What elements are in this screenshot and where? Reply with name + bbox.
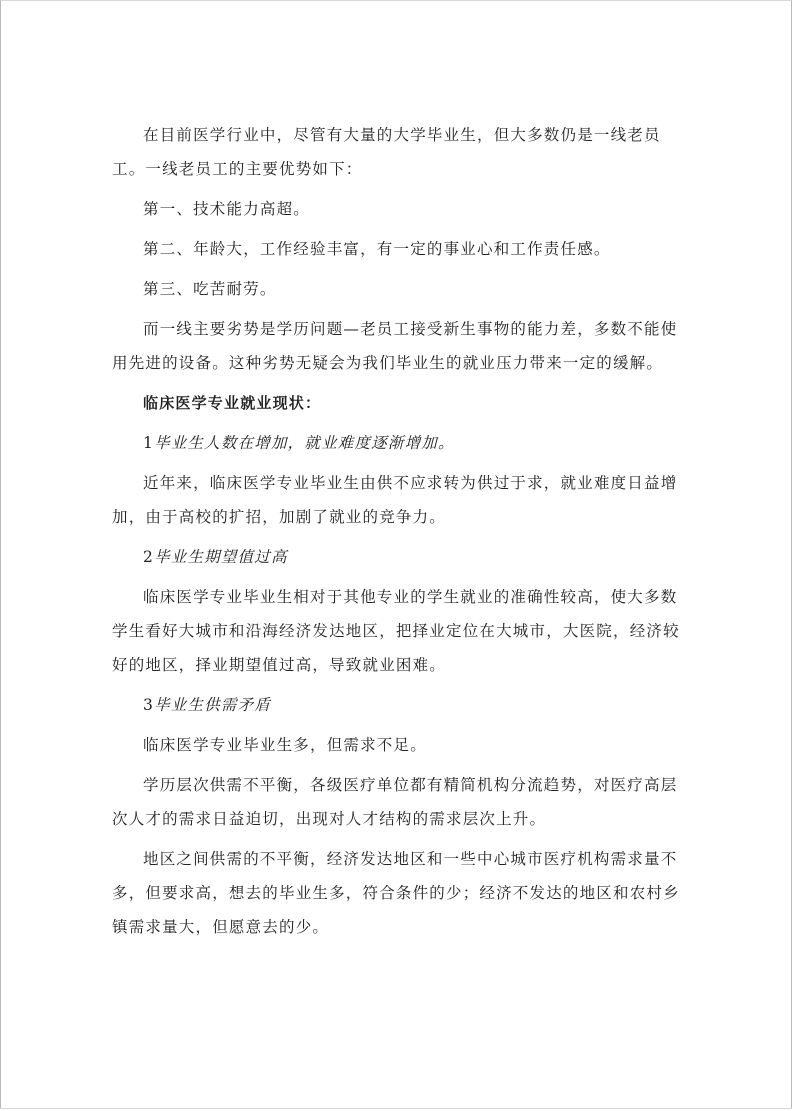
advantage-2: 第二、年龄大，工作经验丰富，有一定的事业心和工作责任感。 [143,240,611,258]
item-1-heading [112,426,686,460]
item-3-body-3: 地区之间供需的不平衡，经济发达地区和一些中心城市医疗机构需求量不多，但要求高，想去的毕业生多，符合条件的少；经济不发达的地区和农村乡镇需求量大，但愿意去的少。 [112,850,680,936]
document-body [112,118,686,944]
item-3-heading [112,688,686,722]
disadvantage-paragraph: 而一线主要劣势是学历问题—老员工接受新生事物的能力差，多数不能使用先进的设备。这种劣势无疑会为我们毕业生的就业压力带来一定的缓解。 [112,320,678,372]
item-2-heading [112,540,686,574]
item-2-body: 临床医学专业毕业生相对于其他专业的学生就业的准确性较高，使大多数学生看好大城市和沿海经济发达地区，把择业定位在大城市，大医院，经济较好的地区，择业期望值过高，导致就业困难。 [112,588,680,674]
item-3-body-1: 临床医学专业毕业生多，但需求不足。 [143,736,427,754]
item-3-title: 毕业生供需矛盾 [154,696,271,714]
intro-paragraph: 在目前医学行业中，尽管有大量的大学毕业生，但大多数仍是一线老员工。一线老员工的主要优势如下： [112,126,661,178]
item-3-number: 3 [143,696,155,714]
item-1-title: 毕业生人数在增加，就业难度逐渐增加。 [154,434,455,452]
item-2-title: 毕业生期望值过高 [154,548,288,566]
item-2-number: 2 [143,548,155,566]
section-heading: 临床医学专业就业现状： [143,394,322,412]
item-1-number: 1 [143,434,155,452]
advantage-1: 第一、技术能力高超。 [143,200,311,218]
item-3-body-2: 学历层次供需不平衡，各级医疗单位都有精简机构分流趋势，对医疗高层次人才的需求日益迫切，出现对人才结构的需求层次上升。 [112,776,678,828]
advantage-3: 第三、吃苦耐劳。 [143,280,277,298]
item-1-body: 近年来，临床医学专业毕业生由供不应求转为供过于求，就业难度日益增加，由于高校的扩招，加剧了就业的竞争力。 [112,474,678,526]
